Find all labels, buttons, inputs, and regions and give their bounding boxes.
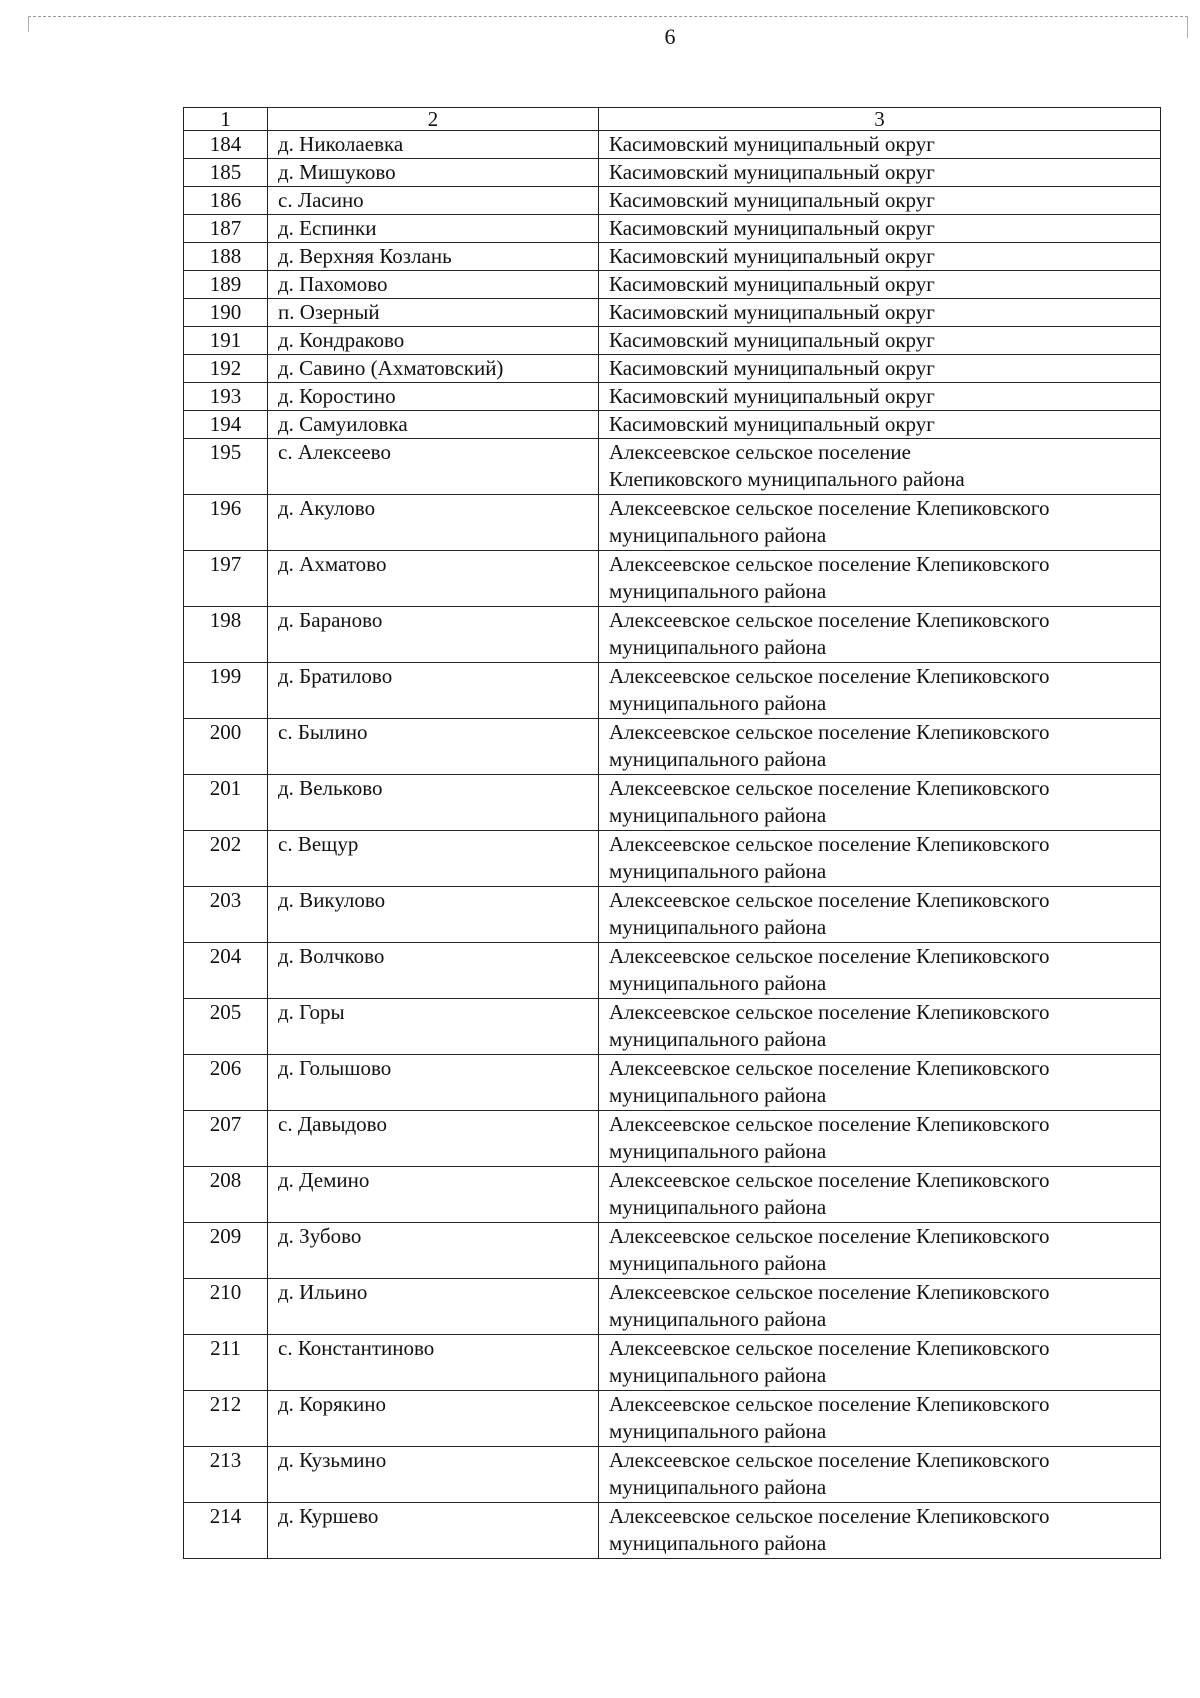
municipality-line-1: Алексеевское сельское поселение Клепиковского	[609, 720, 1050, 744]
municipality-line-2: муниципального района	[609, 523, 827, 547]
settlement-name: д. Кондраково	[268, 327, 599, 355]
municipality-name: Касимовский муниципальный округ	[599, 327, 1161, 355]
table-row	[184, 1055, 1161, 1111]
municipality-name: Касимовский муниципальный округ	[599, 187, 1161, 215]
settlement-name: д. Верхняя Козлань	[268, 243, 599, 271]
settlement-name: с. Константиново	[268, 1335, 599, 1391]
municipality-name	[599, 719, 1161, 775]
table-row	[184, 607, 1161, 663]
table-row	[184, 1279, 1161, 1335]
table-row	[184, 1447, 1161, 1503]
municipality-name	[599, 495, 1161, 551]
table-row	[184, 663, 1161, 719]
municipality-line-1: Алексеевское сельское поселение Клепиковского	[609, 1056, 1050, 1080]
municipality-line-2: муниципального района	[609, 1195, 827, 1219]
table-row	[184, 159, 1161, 187]
municipality-name	[599, 831, 1161, 887]
municipality-name: Касимовский муниципальный округ	[599, 243, 1161, 271]
municipality-line-2: муниципального района	[609, 1419, 827, 1443]
municipality-name: Касимовский муниципальный округ	[599, 159, 1161, 187]
municipality-name	[599, 1167, 1161, 1223]
settlement-name: д. Николаевка	[268, 131, 599, 159]
row-number: 189	[184, 271, 268, 299]
row-number: 200	[184, 719, 268, 775]
municipality-name	[599, 1391, 1161, 1447]
table-header-row	[184, 108, 1161, 131]
settlement-name: д. Демино	[268, 1167, 599, 1223]
settlement-name: с. Алексеево	[268, 439, 599, 495]
table-body	[184, 108, 1161, 1559]
municipality-line-1: Алексеевское сельское поселение Клепиковского	[609, 496, 1050, 520]
municipality-line-2: муниципального района	[609, 803, 827, 827]
settlement-name: д. Зубово	[268, 1223, 599, 1279]
row-number: 188	[184, 243, 268, 271]
municipality-line-2: муниципального района	[609, 1139, 827, 1163]
row-number: 205	[184, 999, 268, 1055]
row-number: 194	[184, 411, 268, 439]
municipality-line-1: Алексеевское сельское поселение Клепиковского	[609, 552, 1050, 576]
settlement-name: д. Корякино	[268, 1391, 599, 1447]
municipality-line-2: Клепиковского муниципального района	[609, 467, 965, 491]
municipality-line-1: Алексеевское сельское поселение Клепиковского	[609, 776, 1050, 800]
column-header-district: 3	[599, 108, 1161, 131]
table-row	[184, 831, 1161, 887]
row-number: 213	[184, 1447, 268, 1503]
municipality-line-2: муниципального района	[609, 915, 827, 939]
settlement-name: с. Давыдово	[268, 1111, 599, 1167]
table-row	[184, 551, 1161, 607]
municipality-line-2: муниципального района	[609, 1475, 827, 1499]
municipality-line-1: Алексеевское сельское поселение Клепиковского	[609, 608, 1050, 632]
settlement-name: с. Вещур	[268, 831, 599, 887]
municipality-line-2: муниципального района	[609, 691, 827, 715]
municipality-name	[599, 607, 1161, 663]
table-row	[184, 1391, 1161, 1447]
row-number: 193	[184, 383, 268, 411]
settlement-name: д. Куршево	[268, 1503, 599, 1559]
row-number: 207	[184, 1111, 268, 1167]
row-number: 209	[184, 1223, 268, 1279]
municipality-line-1: Алексеевское сельское поселение Клепиковского	[609, 1504, 1050, 1528]
municipality-name	[599, 943, 1161, 999]
table-row	[184, 215, 1161, 243]
municipality-line-1: Алексеевское сельское поселение Клепиковского	[609, 888, 1050, 912]
municipality-name: Касимовский муниципальный округ	[599, 355, 1161, 383]
table-row	[184, 439, 1161, 495]
table-row	[184, 383, 1161, 411]
column-header-number: 1	[184, 108, 268, 131]
column-header-name: 2	[268, 108, 599, 131]
municipality-name	[599, 1335, 1161, 1391]
municipality-name	[599, 775, 1161, 831]
row-number: 211	[184, 1335, 268, 1391]
table-row	[184, 1167, 1161, 1223]
table-row	[184, 999, 1161, 1055]
settlement-name: д. Викулово	[268, 887, 599, 943]
municipality-name	[599, 551, 1161, 607]
municipality-name	[599, 1503, 1161, 1559]
row-number: 206	[184, 1055, 268, 1111]
municipality-name: Касимовский муниципальный округ	[599, 411, 1161, 439]
municipality-line-2: муниципального района	[609, 1083, 827, 1107]
settlement-name: д. Акулово	[268, 495, 599, 551]
settlement-name: д. Мишуково	[268, 159, 599, 187]
table-row	[184, 327, 1161, 355]
municipality-line-1: Алексеевское сельское поселение	[609, 440, 911, 464]
municipality-line-1: Алексеевское сельское поселение Клепиковского	[609, 1112, 1050, 1136]
municipality-line-2: муниципального района	[609, 1027, 827, 1051]
table-row	[184, 887, 1161, 943]
municipality-name: Касимовский муниципальный округ	[599, 271, 1161, 299]
municipality-line-2: муниципального района	[609, 1531, 827, 1555]
settlement-name: д. Ильино	[268, 1279, 599, 1335]
municipality-line-2: муниципального района	[609, 1363, 827, 1387]
row-number: 186	[184, 187, 268, 215]
municipality-name	[599, 1447, 1161, 1503]
row-number: 196	[184, 495, 268, 551]
municipality-line-2: муниципального района	[609, 1251, 827, 1275]
table-row	[184, 1111, 1161, 1167]
settlement-name: д. Коростино	[268, 383, 599, 411]
municipality-name	[599, 663, 1161, 719]
table-row	[184, 1503, 1161, 1559]
table-row	[184, 775, 1161, 831]
table-row	[184, 131, 1161, 159]
municipality-line-2: муниципального района	[609, 859, 827, 883]
municipality-line-1: Алексеевское сельское поселение Клепиковского	[609, 664, 1050, 688]
row-number: 185	[184, 159, 268, 187]
table-row	[184, 495, 1161, 551]
row-number: 197	[184, 551, 268, 607]
municipality-name	[599, 439, 1161, 495]
municipality-line-1: Алексеевское сельское поселение Клепиковского	[609, 1448, 1050, 1472]
row-number: 214	[184, 1503, 268, 1559]
row-number: 210	[184, 1279, 268, 1335]
scan-border-top	[28, 16, 1188, 17]
settlement-name: д. Вельково	[268, 775, 599, 831]
table-row	[184, 719, 1161, 775]
municipality-line-2: муниципального района	[609, 1307, 827, 1331]
row-number: 190	[184, 299, 268, 327]
table-row	[184, 271, 1161, 299]
municipality-name	[599, 1111, 1161, 1167]
table-row	[184, 243, 1161, 271]
municipality-name	[599, 1055, 1161, 1111]
municipality-line-1: Алексеевское сельское поселение Клепиковского	[609, 1168, 1050, 1192]
settlements-table	[183, 107, 1161, 1559]
table-row	[184, 943, 1161, 999]
municipality-line-1: Алексеевское сельское поселение Клепиковского	[609, 1392, 1050, 1416]
municipality-name: Касимовский муниципальный округ	[599, 131, 1161, 159]
municipality-line-1: Алексеевское сельское поселение Клепиковского	[609, 832, 1050, 856]
municipality-line-1: Алексеевское сельское поселение Клепиковского	[609, 1000, 1050, 1024]
municipality-line-1: Алексеевское сельское поселение Клепиковского	[609, 1336, 1050, 1360]
settlement-name: д. Кузьмино	[268, 1447, 599, 1503]
row-number: 203	[184, 887, 268, 943]
row-number: 199	[184, 663, 268, 719]
municipality-name	[599, 887, 1161, 943]
row-number: 201	[184, 775, 268, 831]
settlement-name: д. Братилово	[268, 663, 599, 719]
row-number: 212	[184, 1391, 268, 1447]
row-number: 184	[184, 131, 268, 159]
settlement-name: д. Горы	[268, 999, 599, 1055]
municipality-line-1: Алексеевское сельское поселение Клепиковского	[609, 1280, 1050, 1304]
settlement-name: д. Пахомово	[268, 271, 599, 299]
municipality-line-1: Алексеевское сельское поселение Клепиковского	[609, 944, 1050, 968]
settlement-name: с. Ласино	[268, 187, 599, 215]
municipality-line-1: Алексеевское сельское поселение Клепиковского	[609, 1224, 1050, 1248]
table-row	[184, 411, 1161, 439]
municipality-line-2: муниципального района	[609, 971, 827, 995]
settlement-name: д. Савино (Ахматовский)	[268, 355, 599, 383]
table-row	[184, 355, 1161, 383]
row-number: 202	[184, 831, 268, 887]
settlement-name: п. Озерный	[268, 299, 599, 327]
table-row	[184, 187, 1161, 215]
municipality-name: Касимовский муниципальный округ	[599, 299, 1161, 327]
settlement-name: д. Волчково	[268, 943, 599, 999]
settlement-name: д. Еспинки	[268, 215, 599, 243]
page-number: 6	[664, 24, 676, 49]
row-number: 187	[184, 215, 268, 243]
settlement-name: с. Былино	[268, 719, 599, 775]
table-row	[184, 1223, 1161, 1279]
row-number: 192	[184, 355, 268, 383]
municipality-line-2: муниципального района	[609, 747, 827, 771]
row-number: 191	[184, 327, 268, 355]
municipality-name	[599, 999, 1161, 1055]
settlement-name: д. Самуиловка	[268, 411, 599, 439]
row-number: 208	[184, 1167, 268, 1223]
settlement-name: д. Ахматово	[268, 551, 599, 607]
table-row	[184, 1335, 1161, 1391]
municipality-name	[599, 1279, 1161, 1335]
municipality-line-2: муниципального района	[609, 635, 827, 659]
row-number: 198	[184, 607, 268, 663]
table-row	[184, 299, 1161, 327]
municipality-name: Касимовский муниципальный округ	[599, 383, 1161, 411]
municipality-name: Касимовский муниципальный округ	[599, 215, 1161, 243]
municipality-name	[599, 1223, 1161, 1279]
settlement-name: д. Голышово	[268, 1055, 599, 1111]
municipality-line-2: муниципального района	[609, 579, 827, 603]
row-number: 204	[184, 943, 268, 999]
row-number: 195	[184, 439, 268, 495]
settlement-name: д. Бараново	[268, 607, 599, 663]
